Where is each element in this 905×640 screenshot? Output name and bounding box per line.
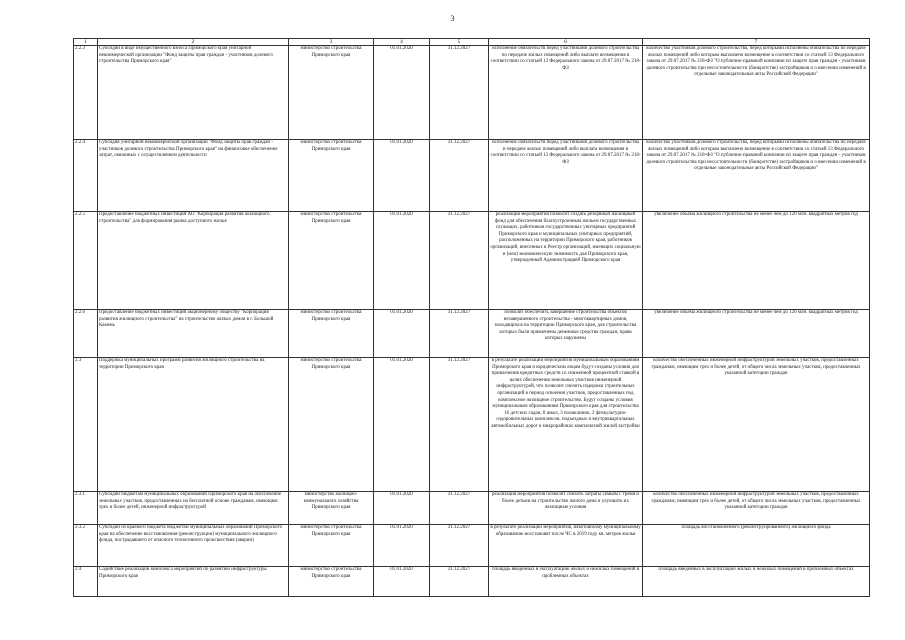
measure-name: Субсидия унитарной некоммерческой организации "Фонд защиты прав граждан - участников долевого строительства Приморского края" на финансовое обеспечение затрат, связанных с осуществлением деятельности [98,140,289,212]
table-row [74,46,870,140]
column-header: 1 [74,39,98,46]
indicator: увеличение объема жилищного строительства не менее чем до 120 млн. квадратных метров год [643,212,870,310]
expected-result: в результате реализации мероприятия муниципальным образованиям Приморского края и юридическим лицам будут созданы условия для привлечения кредитных средств со сниженной процентной ставкой в целях обеспечения земельных участков инженерной инфраструктурой, что позволит снизить издержки строительных организаций в период освоения участков, предоставленных под комплексное жилищное строительство. Будут созданы условия муниципальным образованиям Приморского края для строительства 16 детских садов, 8 школ, 3 поликлиник, 2 физкультурно-оздоровительных комплексов, подъездных и внутриквартальных автомобильных дорог в микрорайонах комплексной жилой застройки [489,358,643,492]
start-date: 01.01.2020 [374,567,430,597]
row-number: 2.2.4 [74,140,98,212]
end-date: 31.12.2027 [430,492,489,525]
executor: министерство строительства Приморского края [289,140,374,212]
end-date: 31.12.2027 [430,358,489,492]
measure-name: Субсидии из краевого бюджета бюджетам муниципальных образований Приморского края на обеспечение восстановления (реконструкции) муниципального жилищного фонда, пострадавшего от опасного техногенного происшествия (аварии) [98,525,289,567]
indicator: количество участников долевого строительства, перед которыми исполнены обязательства по передаче жилых помещений либо которым выплачено возмещение в соответствии со статьей 13 Федерального закона от 29.07.2017 № 218-ФЗ "О публично-правовой компании по защите прав граждан - участников долевого строительства при несостоятельности (банкротстве) застройщиков и о внесении изменений в отдельные законодательные акты Российской Федерации" [643,46,870,140]
indicator: увеличение объема жилищного строительства не менее чем до 120 млн. квадратных метров год [643,310,870,358]
table-row [74,212,870,310]
column-header: 5 [430,39,489,46]
expected-result: реализация мероприятия позволит создать резервный жилищный фонд для обеспечения благоустроенным жильем государственных служащих, работников государственных унитарных предприятий Приморского края и муниципальных унитарных предприятий, расположенных на территории Приморского края, работников организаций, внесенных в Реестр организаций, имеющих социальную и (или) экономическую значимость для Приморского края, утвержденный Администрацией Приморского края [489,212,643,310]
start-date: 01.01.2020 [374,46,430,140]
end-date: 31.12.2027 [430,310,489,358]
measure-name: Предоставление бюджетных инвестиций АО "Корпорация развития жилищного строительства" для формирования рынка доступного жилья [98,212,289,310]
executor: министерство строительства Приморского края [289,310,374,358]
measures-table [73,38,870,597]
table-row [74,567,870,597]
executor: министерство строительства Приморского края [289,358,374,492]
end-date: 31.12.2027 [430,567,489,597]
start-date: 01.01.2020 [374,310,430,358]
executor: министерство строительства Приморского края [289,212,374,310]
measure-name: Субсидии в виде имущественного взноса Приморского края унитарной некоммерческой организации "Фонд защиты прав граждан - участников долевого строительства Приморского края" [98,46,289,140]
row-number: 2.3.1 [74,492,98,525]
end-date: 31.12.2027 [430,46,489,140]
measure-name: Содействие реализации комплекса мероприятий по развитию инфраструктуры Приморского края [98,567,289,597]
column-header: 6 [489,39,643,46]
row-number: 2.2.5 [74,212,98,310]
measure-name: Предоставление бюджетных инвестиций акционерному обществу "Корпорация развития жилищного строительства" на строительство жилых домов в г. Большой Камень [98,310,289,358]
executor: министерство строительства Приморского края [289,567,374,597]
executor: министерство строительства Приморского края [289,46,374,140]
column-header: 4 [374,39,430,46]
row-number: 2.2.6 [74,310,98,358]
measure-name: Поддержка муниципальных программ развития жилищного строительства на территории Приморского края [98,358,289,492]
start-date: 01.01.2020 [374,212,430,310]
indicator: количество участников долевого строительства, перед которыми исполнены обязательства по передаче жилых помещений либо которым выплачено возмещение в соответствии со статьей 13 Федерального закона от 29.07.2017 № 218-ФЗ "О публично-правовой компании по защите прав граждан - участников долевого строительства при несостоятельности (банкротстве) застройщиков и о внесении изменений в отдельные законодательные акты Российской Федерации" [643,140,870,212]
start-date: 01.01.2020 [374,492,430,525]
indicator: площадь восстановленного (реконструированного) жилищного фонда [643,525,870,567]
column-header: 2 [98,39,289,46]
executor: министерство строительства Приморского края [289,525,374,567]
indicator: количество обеспеченных инженерной инфраструктурой земельных участков, предоставленных гражданам, имеющим трех и более детей, от общего числа земельных участков, предоставленных указанной категории граждан [643,358,870,492]
column-header: 3 [289,39,374,46]
expected-result: площадь введенных в эксплуатацию жилых и нежилых помещений в проблемных объектах [489,567,643,597]
row-number: 2.4 [74,567,98,597]
table-header-row [74,39,870,46]
executor: министерство жилищно-коммунального хозяйства Приморского края [289,492,374,525]
table-row [74,310,870,358]
expected-result: позволит обеспечить завершение строительства объектов незавершенного строительства - многоквартирных домов, находящихся на территории Приморского края, для строительства которых были привлечены денежные средства граждан, права которых нарушены [489,310,643,358]
start-date: 01.01.2020 [374,358,430,492]
row-number: 2.3 [74,358,98,492]
expected-result: реализация мероприятия позволит снизить затраты семьям с тремя и более детьми на строительство жилого дома и улучшить их жилищные условия [489,492,643,525]
table-row [74,525,870,567]
measure-name: Субсидии бюджетам муниципальных образований Приморского края на обеспечение земельных участков, предоставленных на бесплатной основе гражданам, имеющим трех и более детей, инженерной инфраструктурой [98,492,289,525]
indicator: площадь введенных в эксплуатацию жилых и нежилых помещений в проблемных объектах [643,567,870,597]
end-date: 31.12.2027 [430,212,489,310]
end-date: 31.12.2027 [430,140,489,212]
column-header: 7 [643,39,870,46]
end-date: 31.12.2027 [430,525,489,567]
expected-result: исполнение обязательств перед участниками долевого строительства и передаче жилых помещений либо выплата возмещения в соответствии со статьей 13 Федерального закона от 29.07.2017 № 218-ФЗ [489,140,643,212]
page-number: 3 [450,14,455,23]
row-number: 2.2.3 [74,46,98,140]
table-row [74,492,870,525]
table-row [74,140,870,212]
table-row [74,358,870,492]
start-date: 01.01.2020 [374,525,430,567]
expected-result: в результате реализации мероприятия, Шкотовскому муниципальному образованию восстановят после ЧС в 2019 году кв. метров жилья [489,525,643,567]
row-number: 2.3.2 [74,525,98,567]
expected-result: исполнение обязательств перед участниками долевого строительства по передаче жилых помещений либо выплате возмещения в соответствии со статьей 13 Федерального закона от 29.07.2017 № 218-ФЗ [489,46,643,140]
start-date: 01.01.2020 [374,140,430,212]
indicator: количество обеспеченных инженерной инфраструктурой земельных участков, предоставленных гражданам, имеющим трех и более детей, от общего числа земельных участков, предоставленных указанной категории граждан [643,492,870,525]
